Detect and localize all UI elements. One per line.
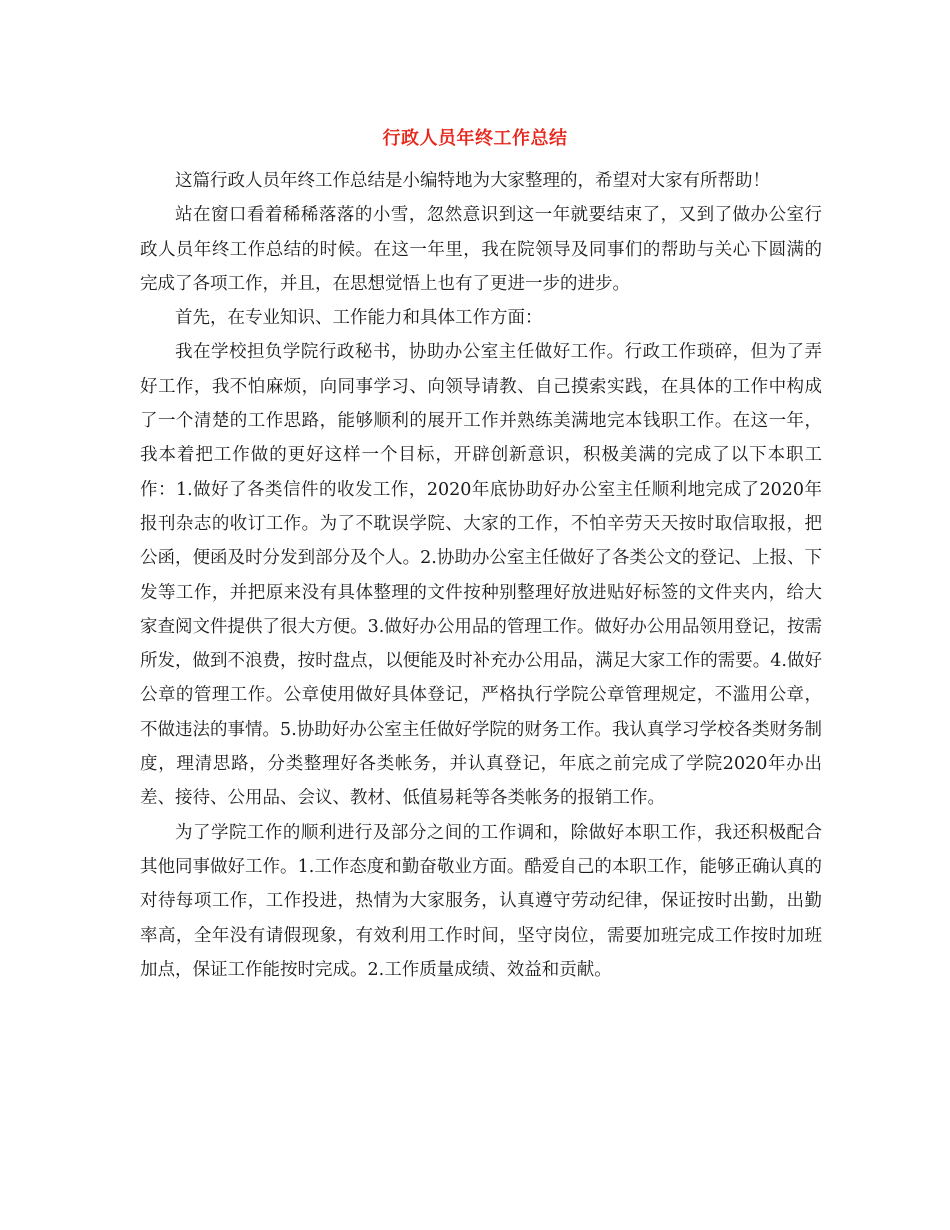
paragraph-intro: 这篇行政人员年终工作总结是小编特地为大家整理的，希望对大家有所帮助！	[175, 171, 770, 191]
paragraph-section-heading: 首先，在专业知识、工作能力和具体工作方面：	[175, 308, 543, 329]
document-title: 行政人员年终工作总结	[382, 128, 568, 149]
paragraph-duties: 我在学校担负学院行政秘书，协助办公室主任做好工作。行政工作琐碎，但为了弄好工作，我不怕麻烦，向同事学习、向领导请教、自己摸索实践，在具体的工作中构成了一个清楚的工作思路，能够顺利的展开工作并熟练美满地完本钱职工作。在这一年，我本着把工作做的更好这样一个目标，开辟创新意识，积极美满的完成了以下本职工作：1.做好了各类信件的收发工作，2020年底协助好办公室主任顺利地完成了2020年报刊杂志的收订工作。为了不耽误学院、大家的工作，不怕辛劳天天按时取信取报，把公函，便函及时分发到部分及个人。2.协助办公室主任做好了各类公文的登记、上报、下发等工作，并把原来没有具体整理的文件按种别整理好放进贴好标签的文件夹内，给大家查阅文件提供了很大方便。3.做好办公用品的管理工作。做好办公用品领用登记，按需所发，做到不浪费，按时盘点，以便能及时补充办公用品，满足大家工作的需要。4.做好公章的管理工作。公章使用做好具体登记，严格执行学院公章管理规定，不滥用公章，不做违法的事情。5.协助好办公室主任做好学院的财务工作。我认真学习学校各类财务制度，理清思路，分类整理好各类帐务，并认真登记，年底之前完成了学院2020年办出差、接待、公用品、会议、教材、低值易耗等各类帐务的报销工作。	[140, 342, 822, 809]
paragraph-cooperation: 为了学院工作的顺利进行及部分之间的工作调和，除做好本职工作，我还积极配合其他同事做好工作。1.工作态度和勤奋敬业方面。酷爱自己的本职工作，能够正确认真的对待每项工作，工作投进，热情为大家服务，认真遵守劳动纪律，保证按时出勤，出勤率高，全年没有请假现象，有效利用工作时间，坚守岗位，需要加班完成工作按时加班加点，保证工作能按时完成。2.工作质量成绩、效益和贡献。	[140, 822, 822, 980]
paragraph-opening: 站在窗口看着稀稀落落的小雪，忽然意识到这一年就要结束了，又到了做办公室行政人员年终工作总结的时候。在这一年里，我在院领导及同事们的帮助与关心下圆满的完成了各项工作，并且，在思想觉悟上也有了更进一步的进步。	[140, 205, 822, 294]
document-body	[140, 164, 822, 987]
